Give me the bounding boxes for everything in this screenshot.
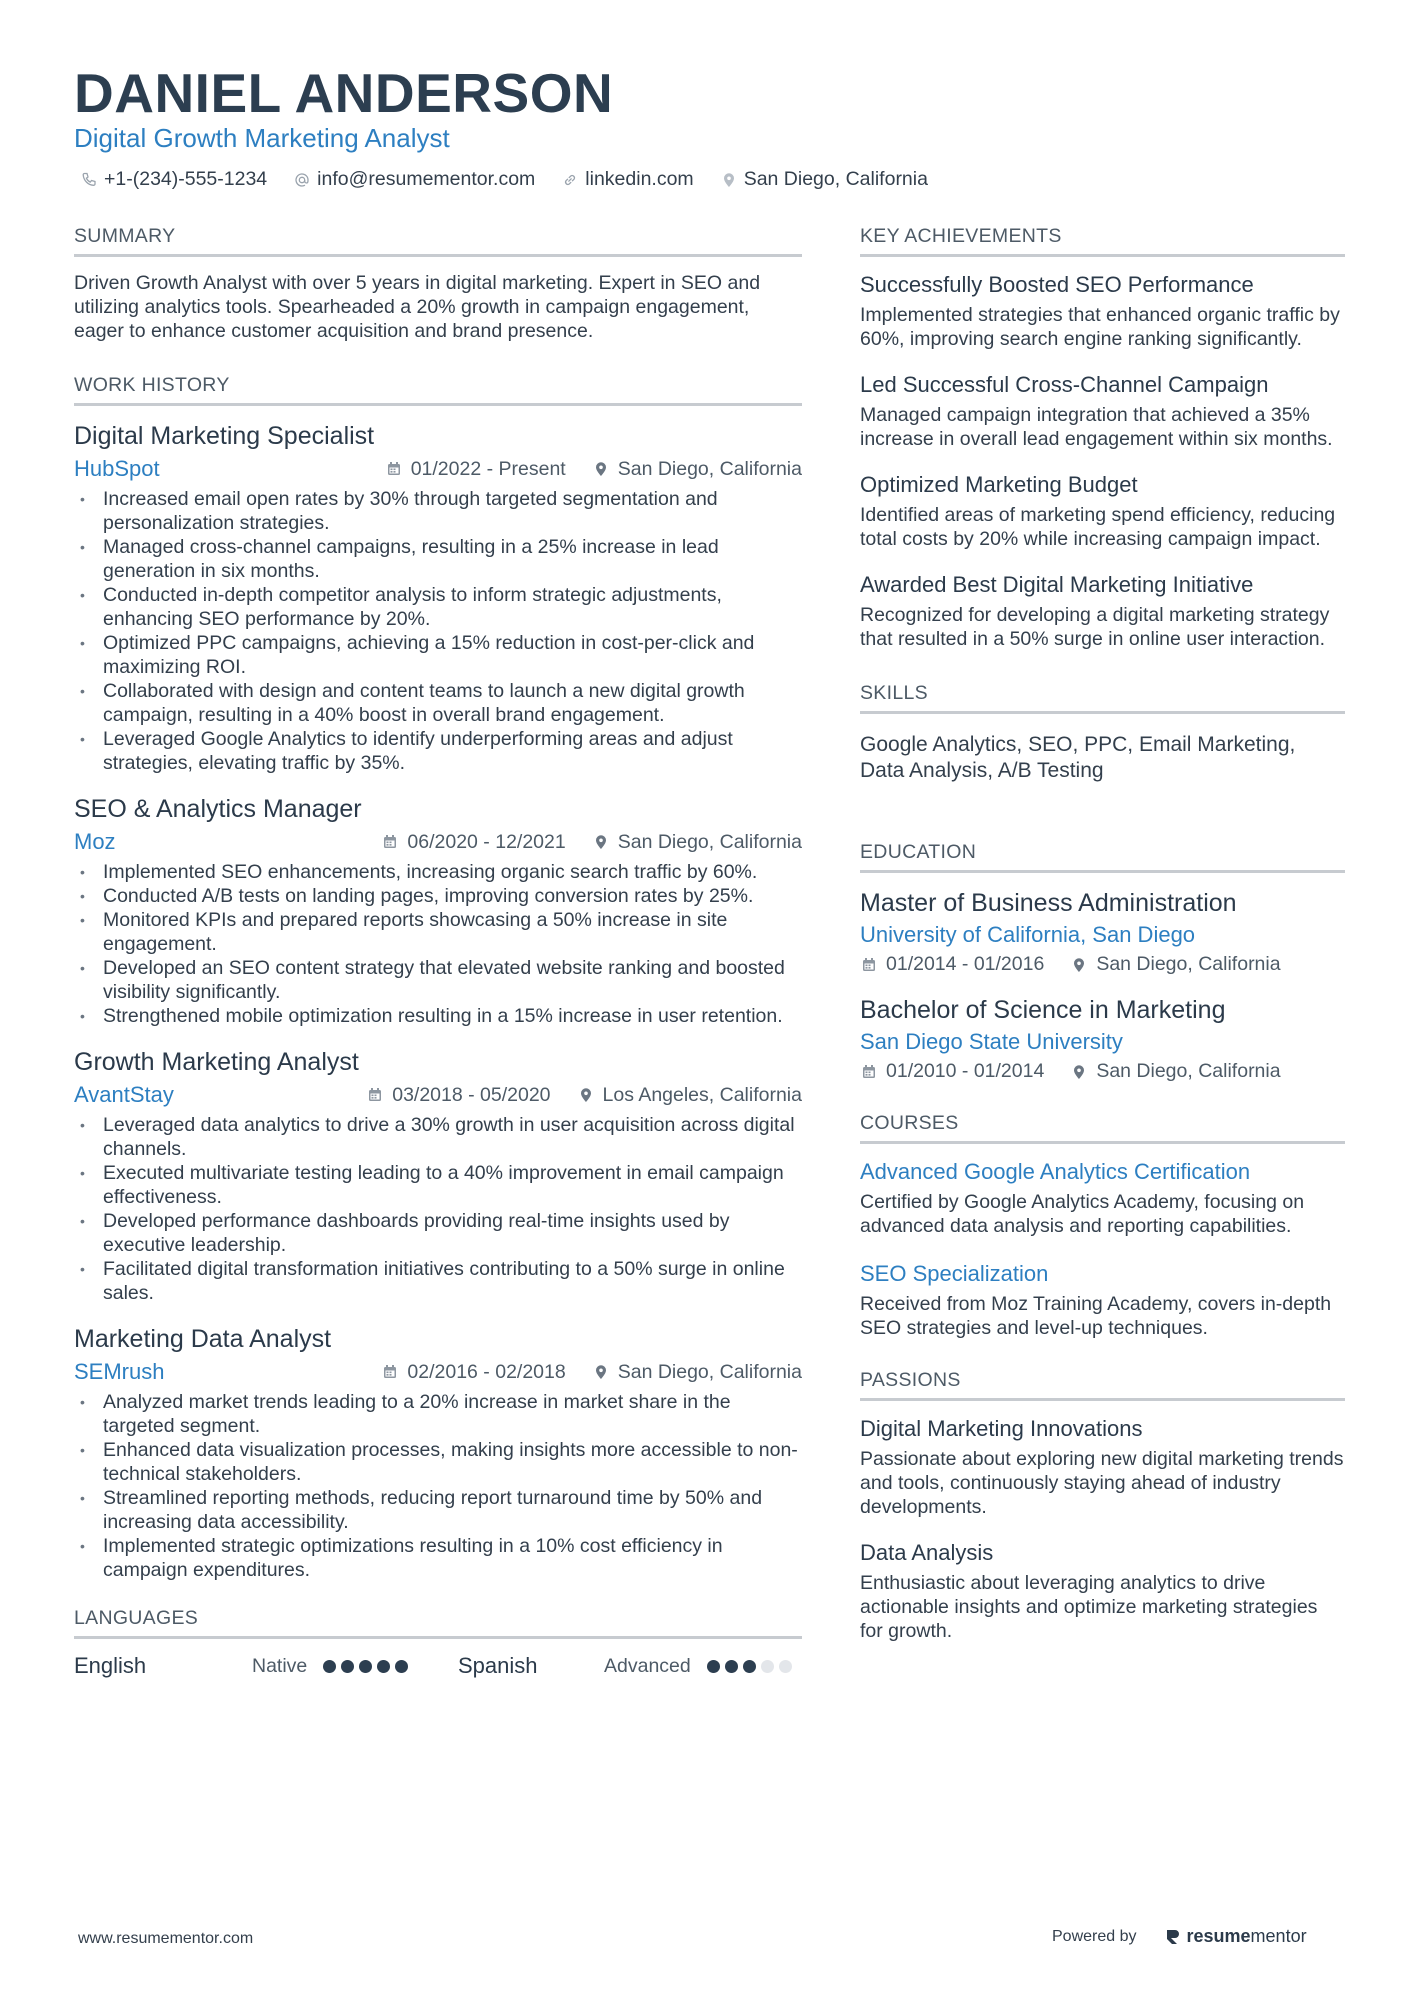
job-bullets xyxy=(74,1390,802,1582)
at-icon xyxy=(293,171,311,189)
achievements-section xyxy=(860,224,1345,651)
language-item xyxy=(74,1653,458,1679)
summary-section xyxy=(74,224,802,343)
job-meta xyxy=(74,828,802,856)
summary-text: Driven Growth Analyst with over 5 years in digital marketing. Expert in SEO and utilizing analytics tools. Spearheaded a 20% growth in campaign engagement, eager to enhance customer acquisition and brand presence. xyxy=(74,272,761,342)
job-company: HubSpot xyxy=(74,456,160,481)
education-dates xyxy=(860,1060,1044,1083)
passions-section xyxy=(860,1368,1345,1643)
passion-title: Digital Marketing Innovations xyxy=(860,1416,1143,1441)
education-meta xyxy=(860,953,1345,976)
calendar-icon xyxy=(385,460,403,478)
job-meta xyxy=(74,1081,802,1109)
job-meta-right xyxy=(381,831,802,854)
languages-heading: LANGUAGES xyxy=(74,1606,802,1639)
job-dates-text: 01/2022 - Present xyxy=(410,457,566,480)
achievement-title: Led Successful Cross-Channel Campaign xyxy=(860,372,1269,397)
map-pin-icon xyxy=(1070,1063,1088,1081)
job-location xyxy=(592,458,802,481)
skills-heading: SKILLS xyxy=(860,681,1345,714)
languages-section xyxy=(74,1606,802,1679)
achievement-title: Awarded Best Digital Marketing Initiative xyxy=(860,572,1254,597)
course-title: SEO Specialization xyxy=(860,1261,1049,1286)
achievements-heading: KEY ACHIEVEMENTS xyxy=(860,224,1345,257)
calendar-icon xyxy=(860,956,878,974)
language-rating xyxy=(707,1660,792,1673)
course-list xyxy=(860,1158,1345,1340)
education-heading: EDUCATION xyxy=(860,840,1345,873)
job-bullet: • Conducted in-depth competitor analysis to inform strategic adjustments, enhancing SEO performance by 20%. xyxy=(74,583,802,631)
rating-dot-filled xyxy=(341,1660,354,1673)
education-degree: Master of Business Administration xyxy=(860,889,1237,917)
rating-dot-filled xyxy=(395,1660,408,1673)
job-title: Digital Marketing Specialist xyxy=(74,422,375,450)
course-item xyxy=(860,1158,1345,1238)
rating-dot-empty xyxy=(779,1660,792,1673)
job-bullets xyxy=(74,1113,802,1305)
map-pin-icon xyxy=(720,171,738,189)
job-bullet: • Conducted A/B tests on landing pages, improving conversion rates by 25%. xyxy=(74,884,802,908)
job-dates-text: 02/2016 - 02/2018 xyxy=(407,1360,566,1383)
education-item xyxy=(860,887,1345,976)
contact-linkedin-text: linkedin.com xyxy=(585,168,694,190)
work-history-section xyxy=(74,373,802,1582)
candidate-name: DANIEL ANDERSON xyxy=(74,62,614,124)
education-section xyxy=(860,840,1345,1083)
job-dates-text: 03/2018 - 05/2020 xyxy=(392,1083,551,1106)
job-location-text: Los Angeles, California xyxy=(602,1083,802,1106)
job-bullet: • Managed cross-channel campaigns, resulting in a 25% increase in lead generation in six months. xyxy=(74,535,802,583)
achievement-title: Successfully Boosted SEO Performance xyxy=(860,272,1254,297)
job-entry xyxy=(74,420,802,775)
map-pin-icon xyxy=(592,460,610,478)
job-dates-text: 06/2020 - 12/2021 xyxy=(407,830,566,853)
language-name: English xyxy=(74,1653,147,1678)
job-bullet: • Leveraged Google Analytics to identify underperforming areas and adjust strategies, elevating traffic by 35%. xyxy=(74,727,802,775)
work-history-heading: WORK HISTORY xyxy=(74,373,802,406)
contact-bar xyxy=(80,168,928,191)
language-level: Native xyxy=(252,1654,308,1677)
education-dates-text: 01/2014 - 01/2016 xyxy=(886,953,1045,975)
job-bullet: • Collaborated with design and content teams to launch a new digital growth campaign, resulting in a 40% boost in overall brand engagement. xyxy=(74,679,802,727)
rating-dot-filled xyxy=(377,1660,390,1673)
contact-location xyxy=(720,168,928,191)
achievement-item xyxy=(860,471,1345,551)
achievement-text: Recognized for developing a digital marketing strategy that resulted in a 50% surge in online user interaction. xyxy=(860,604,1330,650)
job-meta-right xyxy=(366,1084,802,1107)
language-level: Advanced xyxy=(604,1654,691,1677)
calendar-icon xyxy=(381,1363,399,1381)
job-company: AvantStay xyxy=(74,1082,174,1107)
link-icon xyxy=(561,171,579,189)
job-location-text: San Diego, California xyxy=(617,830,802,853)
passions-heading: PASSIONS xyxy=(860,1368,1345,1401)
summary-heading: SUMMARY xyxy=(74,224,802,257)
education-degree: Bachelor of Science in Marketing xyxy=(860,996,1226,1024)
skills-section xyxy=(860,681,1345,784)
map-pin-icon xyxy=(592,1363,610,1381)
job-bullet: • Analyzed market trends leading to a 20% increase in market share in the targeted segment. xyxy=(74,1390,802,1438)
language-name: Spanish xyxy=(458,1653,538,1678)
job-bullet: • Leveraged data analytics to drive a 30% growth in user acquisition across digital channels. xyxy=(74,1113,802,1161)
rating-dot-filled xyxy=(743,1660,756,1673)
job-location-text: San Diego, California xyxy=(617,457,802,480)
left-column xyxy=(74,224,802,1679)
achievement-list xyxy=(860,271,1345,651)
education-location xyxy=(1070,953,1280,976)
job-entry xyxy=(74,1046,802,1305)
passion-text: Enthusiastic about leveraging analytics to drive actionable insights and optimize marketing strategies for growth. xyxy=(860,1572,1318,1642)
job-list xyxy=(74,420,802,1582)
education-location xyxy=(1070,1060,1280,1083)
job-entry xyxy=(74,793,802,1028)
language-rating xyxy=(323,1660,408,1673)
footer-website[interactable]: www.resumementor.com xyxy=(78,1930,254,1947)
job-bullet: • Developed an SEO content strategy that elevated website ranking and boosted visibility significantly. xyxy=(74,956,802,1004)
achievement-item xyxy=(860,371,1345,451)
contact-phone-text: +1-(234)-555-1234 xyxy=(104,168,268,190)
rating-dot-filled xyxy=(707,1660,720,1673)
achievement-title: Optimized Marketing Budget xyxy=(860,472,1138,497)
contact-phone xyxy=(80,168,267,191)
job-bullet: • Executed multivariate testing leading to a 40% improvement in email campaign effectiveness. xyxy=(74,1161,802,1209)
education-meta xyxy=(860,1060,1345,1083)
contact-email[interactable] xyxy=(293,168,535,191)
brand-name-light: mentor xyxy=(1250,1926,1307,1946)
job-bullet: • Optimized PPC campaigns, achieving a 15% reduction in cost-per-click and maximizing ROI. xyxy=(74,631,802,679)
job-location xyxy=(592,1361,802,1384)
job-bullets xyxy=(74,487,802,775)
job-company: SEMrush xyxy=(74,1359,165,1384)
job-location xyxy=(592,831,802,854)
contact-linkedin[interactable] xyxy=(561,168,693,191)
course-item xyxy=(860,1260,1345,1340)
job-dates xyxy=(381,1361,565,1384)
brand-mark-icon xyxy=(1165,1928,1181,1946)
job-meta-right xyxy=(381,1361,802,1384)
job-location-text: San Diego, California xyxy=(617,1360,802,1383)
job-bullet: • Enhanced data visualization processes, making insights more accessible to non-technical stakeholders. xyxy=(74,1438,802,1486)
job-company: Moz xyxy=(74,829,116,854)
rating-dot-empty xyxy=(761,1660,774,1673)
courses-section xyxy=(860,1111,1345,1340)
brand-name-bold: resume xyxy=(1186,1926,1251,1946)
job-bullet: • Implemented SEO enhancements, increasing organic search traffic by 60%. xyxy=(74,860,802,884)
contact-email-text: info@resumementor.com xyxy=(317,168,536,190)
job-bullet: • Increased email open rates by 30% through targeted segmentation and personalization strategies. xyxy=(74,487,802,535)
language-list xyxy=(74,1653,802,1679)
map-pin-icon xyxy=(577,1086,595,1104)
job-meta-right xyxy=(385,458,802,481)
job-bullet: • Streamlined reporting methods, reducing report turnaround time by 50% and increasing data accessibility. xyxy=(74,1486,802,1534)
rating-dot-filled xyxy=(323,1660,336,1673)
job-title: Growth Marketing Analyst xyxy=(74,1048,359,1076)
education-list xyxy=(860,887,1345,1083)
passion-item xyxy=(860,1415,1345,1519)
achievement-item xyxy=(860,571,1345,651)
courses-heading: COURSES xyxy=(860,1111,1345,1144)
job-title: Marketing Data Analyst xyxy=(74,1325,332,1353)
job-bullet: • Facilitated digital transformation initiatives contributing to a 50% surge in online sales. xyxy=(74,1257,802,1305)
brand-logo[interactable] xyxy=(1165,1926,1307,1947)
course-title: Advanced Google Analytics Certification xyxy=(860,1159,1251,1184)
contact-location-text: San Diego, California xyxy=(743,168,928,190)
language-item xyxy=(458,1653,802,1679)
passion-list xyxy=(860,1415,1345,1643)
education-item xyxy=(860,994,1345,1083)
skills-text: Google Analytics, SEO, PPC, Email Marketing, Data Analysis, A/B Testing xyxy=(860,733,1296,782)
course-text: Certified by Google Analytics Academy, focusing on advanced data analysis and reporting capabilities. xyxy=(860,1191,1305,1237)
footer-branding xyxy=(1052,1926,1307,1947)
rating-dot-filled xyxy=(359,1660,372,1673)
powered-by-label: Powered by xyxy=(1052,1927,1137,1945)
job-bullet: • Monitored KPIs and prepared reports showcasing a 50% increase in site engagement. xyxy=(74,908,802,956)
job-dates xyxy=(366,1084,550,1107)
achievement-text: Managed campaign integration that achieved a 35% increase in overall lead engagement within six months. xyxy=(860,404,1333,450)
education-school: University of California, San Diego xyxy=(860,922,1196,947)
candidate-title: Digital Growth Marketing Analyst xyxy=(74,123,450,153)
right-column xyxy=(860,224,1345,1663)
passion-text: Passionate about exploring new digital marketing trends and tools, continuously staying ahead of industry developments. xyxy=(860,1448,1344,1518)
achievement-text: Identified areas of marketing spend efficiency, reducing total costs by 20% while increasing campaign impact. xyxy=(860,504,1336,550)
phone-icon xyxy=(80,171,98,189)
job-bullet: • Strengthened mobile optimization resulting in a 15% increase in user retention. xyxy=(74,1004,802,1028)
achievement-text: Implemented strategies that enhanced organic traffic by 60%, improving search engine ranking significantly. xyxy=(860,304,1340,350)
education-dates-text: 01/2010 - 01/2014 xyxy=(886,1060,1045,1082)
calendar-icon xyxy=(381,833,399,851)
education-location-text: San Diego, California xyxy=(1096,1060,1281,1082)
job-bullets xyxy=(74,860,802,1028)
calendar-icon xyxy=(860,1063,878,1081)
job-meta xyxy=(74,1358,802,1386)
calendar-icon xyxy=(366,1086,384,1104)
job-meta xyxy=(74,455,802,483)
job-dates xyxy=(381,831,565,854)
job-bullet: • Implemented strategic optimizations resulting in a 10% cost efficiency in campaign expenditures. xyxy=(74,1534,802,1582)
job-entry xyxy=(74,1323,802,1582)
rating-dot-filled xyxy=(725,1660,738,1673)
job-dates xyxy=(385,458,566,481)
job-bullet: • Developed performance dashboards providing real-time insights used by executive leadership. xyxy=(74,1209,802,1257)
job-location xyxy=(577,1084,802,1107)
achievement-item xyxy=(860,271,1345,351)
job-title: SEO & Analytics Manager xyxy=(74,795,362,823)
passion-title: Data Analysis xyxy=(860,1540,994,1565)
map-pin-icon xyxy=(592,833,610,851)
education-dates xyxy=(860,953,1044,976)
education-location-text: San Diego, California xyxy=(1096,953,1281,975)
map-pin-icon xyxy=(1070,956,1088,974)
course-text: Received from Moz Training Academy, covers in-depth SEO strategies and level-up techniques. xyxy=(860,1293,1332,1339)
passion-item xyxy=(860,1539,1345,1643)
education-school: San Diego State University xyxy=(860,1029,1123,1054)
